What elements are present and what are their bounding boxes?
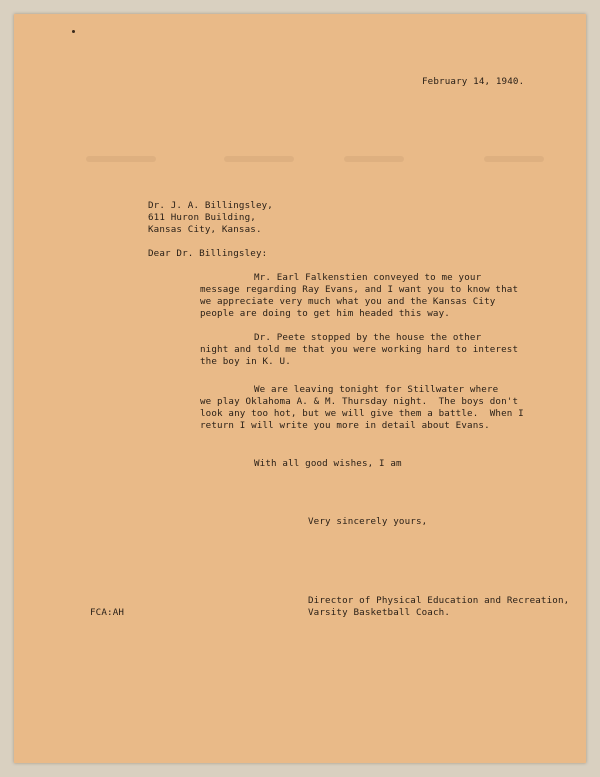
paragraph-2-line-3: the boy in K. U. — [200, 356, 291, 367]
paragraph-1-line-1: Mr. Earl Falkenstien conveyed to me your — [254, 272, 482, 283]
typist-initials: FCA:AH — [90, 607, 125, 618]
paragraph-1-line-4: people are doing to get him headed this way. — [200, 308, 450, 319]
signature-title-line-1: Director of Physical Education and Recreation, — [308, 595, 570, 606]
paper-smudge — [484, 156, 544, 162]
paper-smudge — [86, 156, 156, 162]
paragraph-2-line-1: Dr. Peete stopped by the house the other — [254, 332, 482, 343]
salutation: Dear Dr. Billingsley: — [148, 248, 268, 259]
paper-smudge — [224, 156, 294, 162]
recipient-name: Dr. J. A. Billingsley, — [148, 200, 273, 211]
closing: Very sincerely yours, — [308, 516, 428, 527]
signature-title-line-2: Varsity Basketball Coach. — [308, 607, 451, 618]
recipient-street: 611 Huron Building, — [148, 212, 256, 223]
paragraph-2-line-2: night and told me that you were working hard to interest — [200, 344, 519, 355]
paragraph-3-line-1: We are leaving tonight for Stillwater where — [254, 384, 499, 395]
letter-page — [14, 14, 586, 763]
paragraph-3-line-4: return I will write you more in detail about Evans. — [200, 420, 490, 431]
paragraph-3-line-2: we play Oklahoma A. & M. Thursday night. The boys don't — [200, 396, 519, 407]
paragraph-3-line-3: look any too hot, but we will give them a battle. When I — [200, 408, 524, 419]
paragraph-1-line-3: we appreciate very much what you and the Kansas City — [200, 296, 496, 307]
letter-date: February 14, 1940. — [422, 76, 525, 87]
recipient-city: Kansas City, Kansas. — [148, 224, 262, 235]
ink-speck — [72, 30, 75, 33]
paragraph-1-line-2: message regarding Ray Evans, and I want you to know that — [200, 284, 519, 295]
paragraph-4-line-1: With all good wishes, I am — [254, 458, 402, 469]
paper-smudge — [344, 156, 404, 162]
